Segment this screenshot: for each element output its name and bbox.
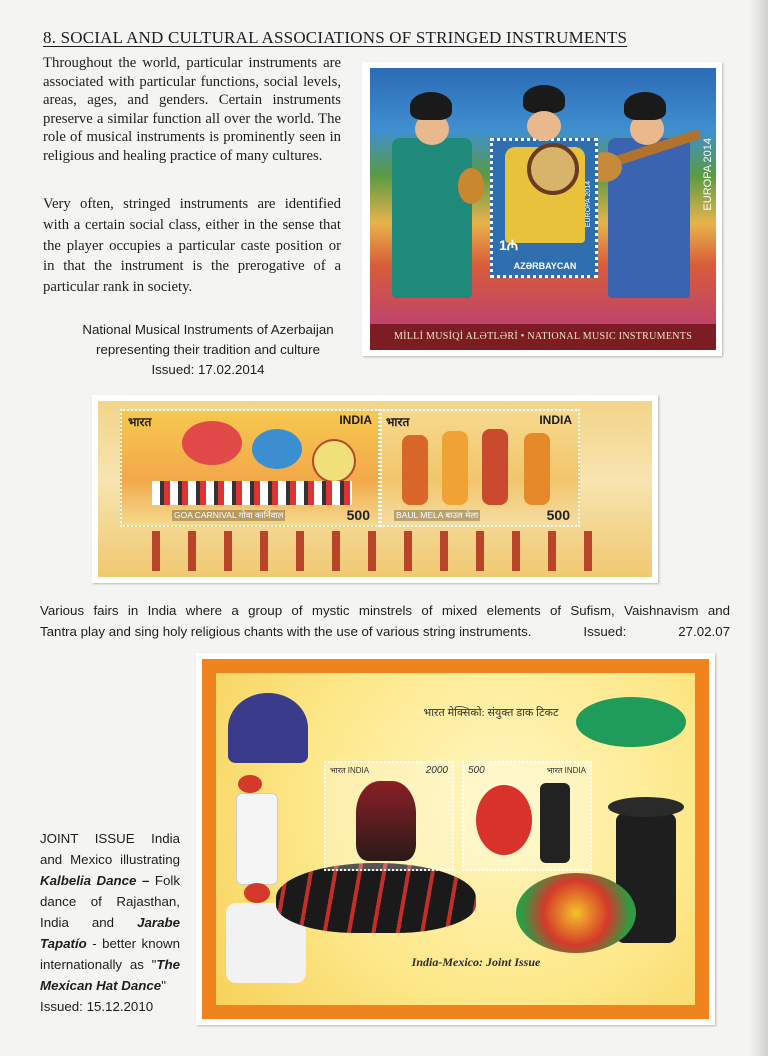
musician-figure-left [392, 138, 472, 298]
azerbaijan-caption-line2: representing their tradition and culture [96, 342, 320, 357]
azerbaijan-stamp-country: AZƏRBAYCAN [513, 261, 577, 271]
india-stamp-goa-carnival [120, 409, 380, 527]
jarabe-dancer-figure [476, 785, 532, 855]
section-heading: 8. SOCIAL AND CULTURAL ASSOCIATIONS OF STRINGED INSTRUMENTS [43, 28, 628, 47]
baul-singer-figure-3 [482, 429, 508, 505]
baul-singer-figure-4 [524, 433, 550, 505]
musician-face-center [527, 111, 561, 141]
goa-carnival-country-hindi: भारत [128, 415, 152, 429]
india-caption-issued-label: Issued: [583, 624, 627, 639]
india-caption-line2 [40, 621, 730, 642]
baul-singer-figure-2 [442, 431, 468, 505]
azerbaijan-stamp-europa: EUROPA 2014 [585, 181, 592, 228]
joint-caption-part3: - better known internationally as " [40, 936, 180, 972]
joint-sheet-caption: India-Mexico: Joint Issue [411, 955, 541, 969]
azerbaijan-stamp [490, 138, 598, 278]
india-stamp-pair [92, 395, 658, 583]
baul-mela-value: 500 [546, 507, 570, 523]
joint-stamp-jarabe [462, 761, 592, 871]
joint-sheet-border [202, 659, 709, 1019]
joint-caption-part2: Folk dance of Rajasthan, India and [40, 873, 180, 930]
kalbelia-stamp-value: 2000 [425, 765, 448, 776]
jarabe-stamp-country: भारत INDIA [546, 766, 586, 775]
india-stamp-baul-mela [380, 409, 580, 527]
india-caption-issued-date: 27.02.07 [678, 624, 730, 639]
azerbaijan-sheet-europa: EUROPA 2014 [702, 138, 714, 211]
azerbaijan-stamp-sheet [362, 62, 722, 356]
india-caption-line2-text: Tantra play and sing holy religious chants with the use of various string instruments. [40, 624, 532, 639]
goa-carnival-label: GOA CARNIVAL गोवा कार्निवाल [174, 510, 284, 520]
baul-mela-country: INDIA [539, 413, 572, 427]
joint-sheet-title-hindi: भारत मेक्सिको: संयुक्त डाक टिकट [423, 707, 559, 719]
azerbaijan-caption-issued: Issued: 17.02.2014 [151, 362, 265, 377]
azerbaijan-caption-line1: National Musical Instruments of Azerbaijan [82, 322, 334, 337]
india-sheet-art [98, 401, 652, 577]
azerbaijan-sheet-art [370, 68, 716, 350]
kalbelia-dancer-figure [356, 781, 416, 861]
dancer-figure-topleft [228, 693, 308, 763]
kamancha-icon [458, 168, 484, 204]
azerbaijan-caption [58, 320, 358, 380]
joint-caption-jarabe: Jarabe Tapatío [40, 915, 180, 951]
joint-caption [40, 828, 180, 1017]
baul-singer-figure [402, 435, 428, 505]
joint-caption-mexican-hat: The Mexican Hat Dance [40, 957, 180, 993]
baul-mela-country-hindi: भारत [386, 415, 410, 429]
kalbelia-stamp-country: भारत INDIA [330, 766, 370, 775]
carnival-mask-shape [312, 439, 356, 483]
carnival-band-shape [152, 481, 352, 505]
carnival-float-shape-2 [252, 429, 302, 469]
joint-caption-part1: JOINT ISSUE India and Mexico illustrating [40, 831, 180, 867]
turban-icon [238, 775, 262, 793]
papakha-hat-center [523, 85, 565, 113]
page-edge-shadow [750, 0, 768, 1056]
joint-caption-kalbelia: Kalbelia Dance – [40, 873, 150, 888]
goa-carnival-country: INDIA [339, 413, 372, 427]
joint-caption-part4: " [161, 978, 166, 993]
papakha-hat-right [624, 92, 666, 120]
azerbaijan-banner: MİLLİ MUSİQİ ALƏTLƏRİ • NATIONAL MUSIC INSTRUMENTS [370, 324, 716, 350]
azerbaijan-stamp-value: 1₼ [499, 237, 519, 253]
joint-stamp-kalbelia [324, 761, 454, 871]
jarabe-stamp-value: 500 [468, 765, 485, 776]
social-class-paragraph: Very often, stringed instruments are identified with a certain social class, either in the sense that the player occupies a particular caste position or in that the instrument is the prerogative of a particular rank in society. [43, 196, 341, 296]
papakha-hat-left [410, 92, 452, 120]
joint-caption-issued: Issued: 15.12.2010 [40, 999, 154, 1014]
sombrero-icon [608, 797, 684, 817]
baul-mela-label: BAUL MELA बाउल मेला [396, 510, 479, 520]
india-caption [40, 600, 730, 642]
goa-carnival-value: 500 [346, 507, 370, 523]
intro-paragraph: Throughout the world, particular instruments are associated with particular functions, social levels, areas, ages, and genders. Certain instruments preserve a similar function all over the world. The role of musical instruments is prominently seen in religious and healing practice of many cultures. [43, 55, 341, 164]
dancer-skirt-topright [576, 697, 686, 747]
mariachi-stamp-figure [540, 783, 570, 863]
carnival-float-shape [182, 421, 242, 465]
kalbelia-skirt-shape [276, 863, 476, 933]
jarabe-skirt-shape [516, 873, 636, 953]
joint-issue-sheet [196, 653, 715, 1025]
gaval-drum-icon [527, 143, 579, 195]
turban-icon-2 [244, 883, 270, 903]
musician-figure-left [236, 793, 278, 885]
sheet-margin-figures [138, 531, 618, 571]
joint-sheet-art [216, 673, 695, 1005]
india-caption-line1: Various fairs in India where a group of mystic minstrels of mixed elements of Sufism, Vaishnavism and [40, 603, 730, 618]
